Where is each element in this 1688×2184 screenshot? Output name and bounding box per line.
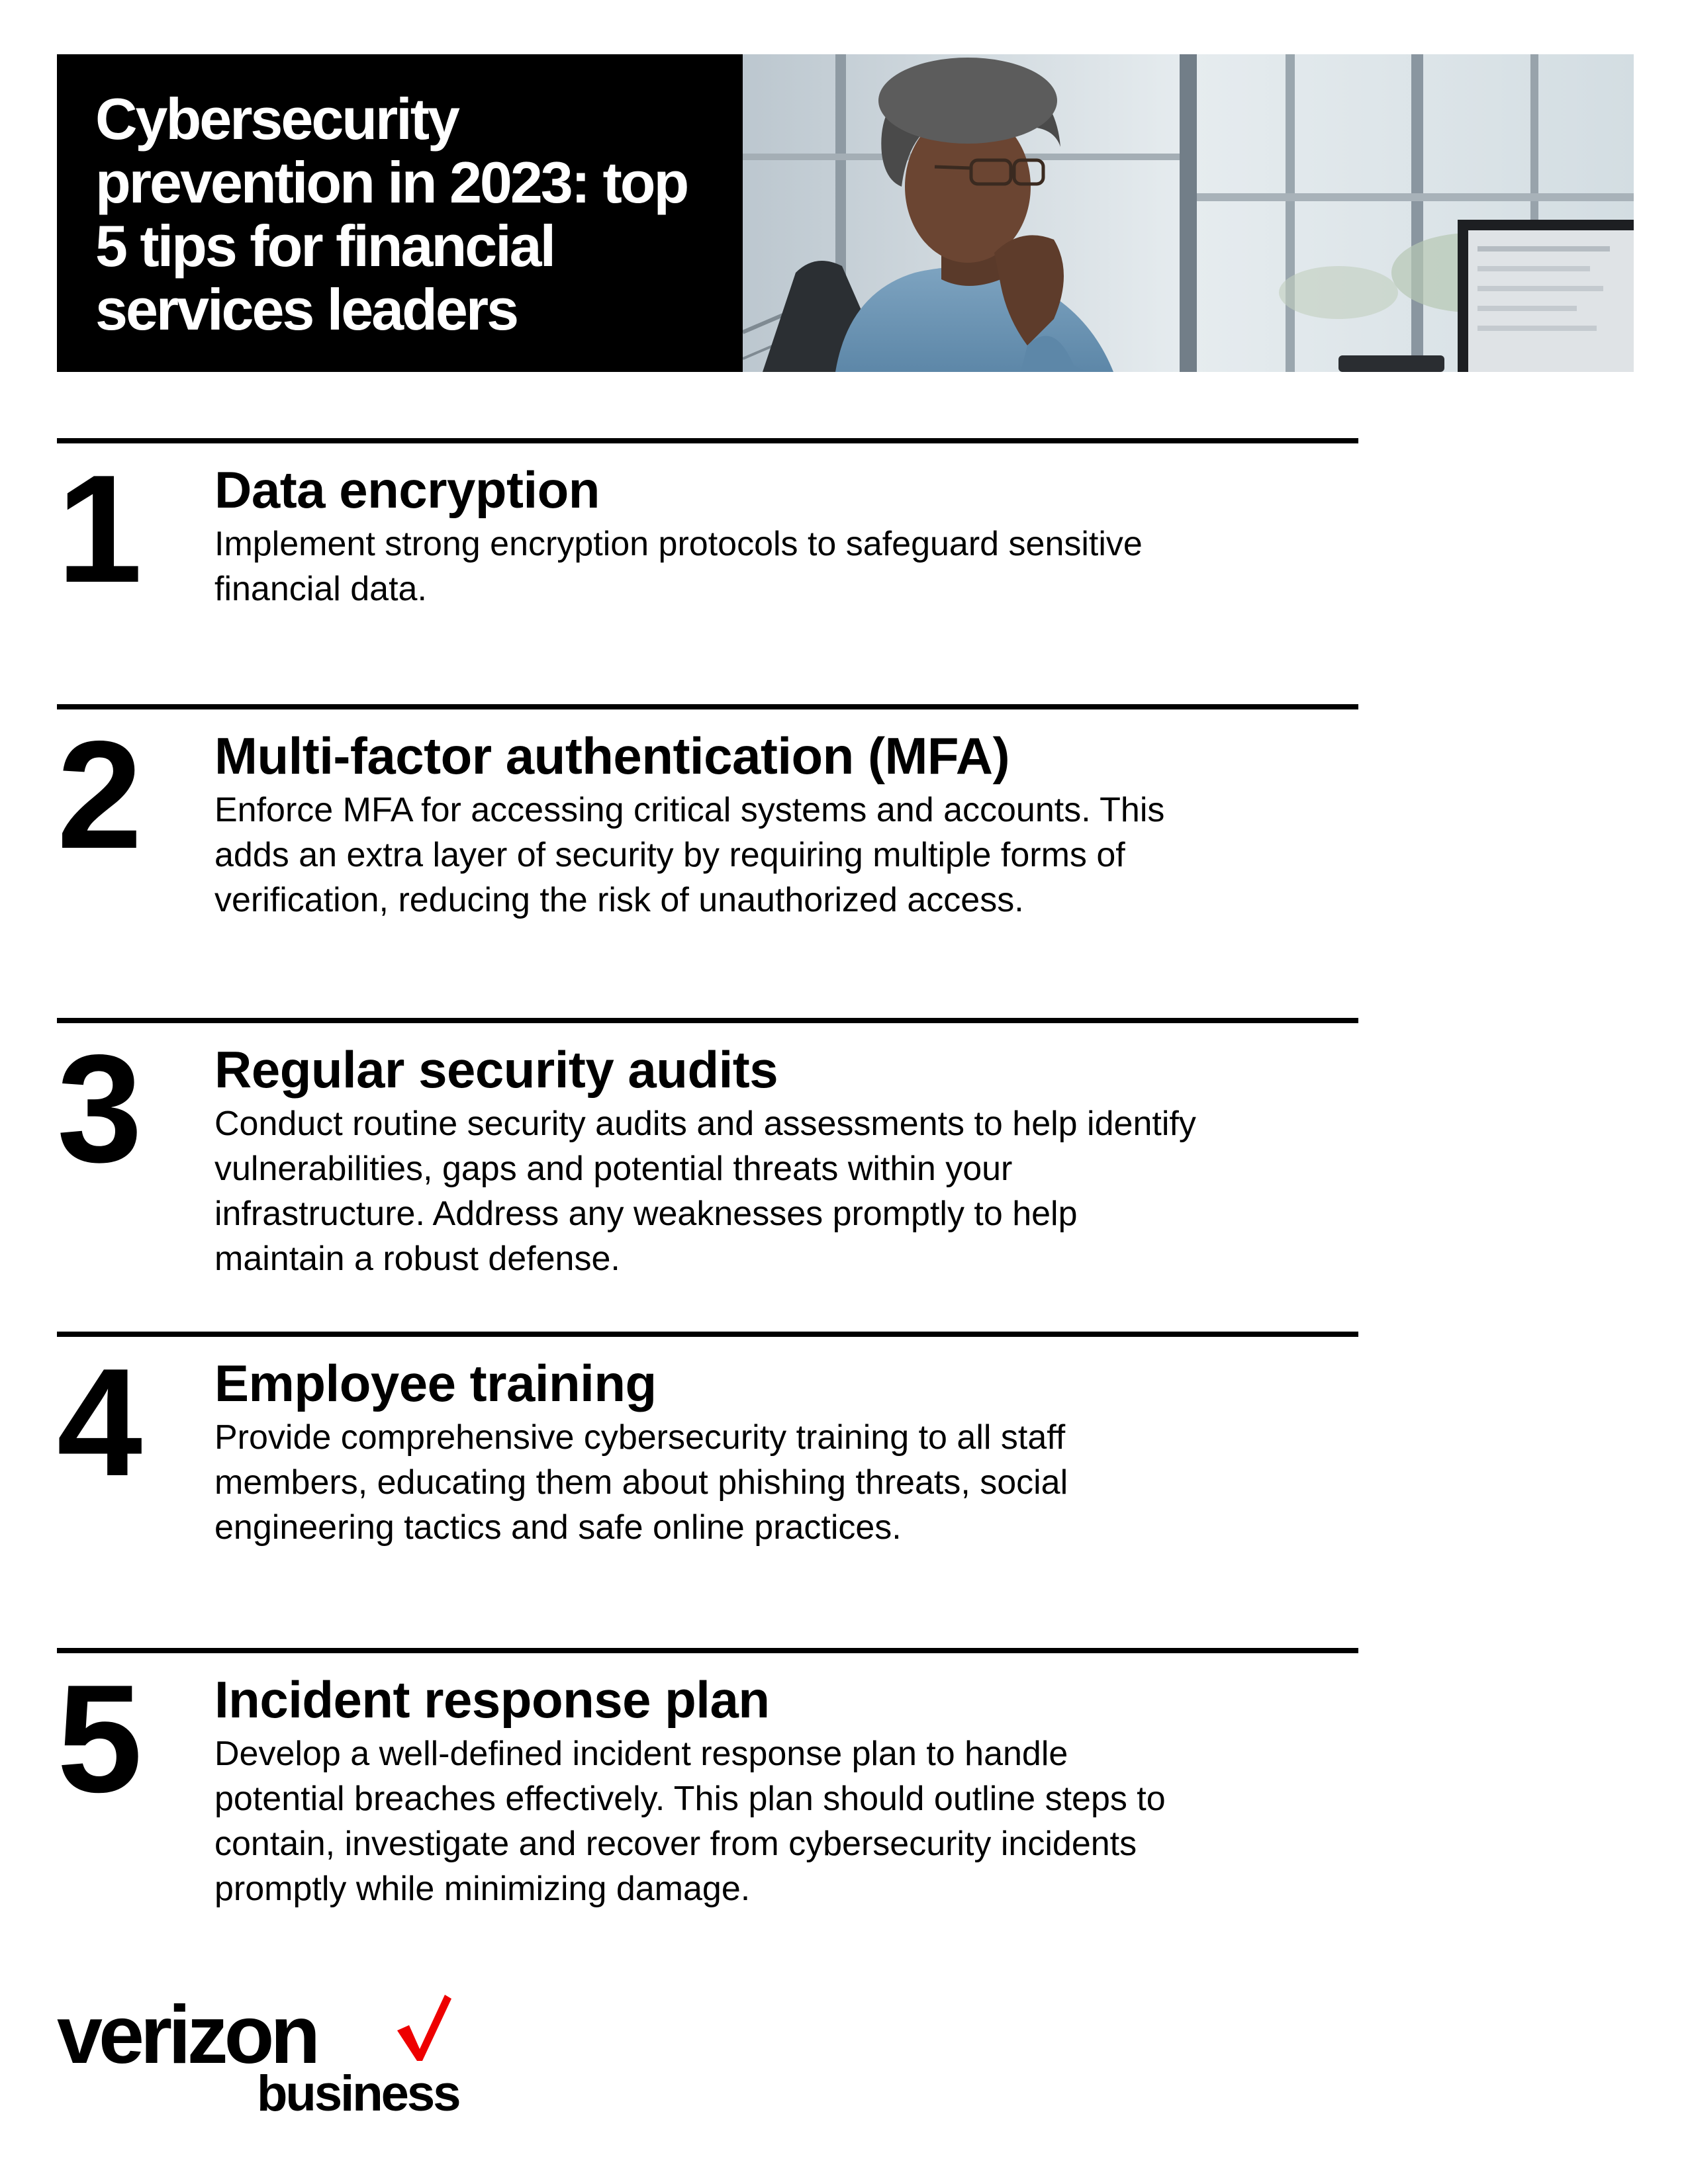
tip-title: Data encryption: [214, 461, 600, 519]
tip-description: Implement strong encryption protocols to safeguard sensitive financial data.: [214, 525, 1143, 608]
tip-body: [214, 724, 1207, 923]
tip-body: [214, 1351, 1207, 1550]
tip-item: [57, 438, 1358, 702]
tip-number: 1: [57, 443, 138, 615]
hero-photo: [743, 54, 1634, 372]
tip-body: [214, 458, 1207, 612]
tip-title: Multi-factor authentication (MFA): [214, 727, 1010, 785]
tip-description: Enforce MFA for accessing critical systems and accounts. This adds an extra layer of security by requiring multiple forms of verification, reducing the risk of unauthorized access.: [214, 791, 1165, 919]
tip-number: 4: [57, 1337, 138, 1508]
tip-body: [214, 1668, 1207, 1911]
tip-description: Provide comprehensive cybersecurity training to all staff members, educating them about phishing threats, social engineering tactics and safe online practices.: [214, 1418, 1068, 1547]
tip-description: Develop a well-defined incident response plan to handle potential breaches effectively. This plan should outline steps to contain, investigate and recover from cybersecurity incidents promptly while minimizing damage.: [214, 1735, 1166, 1908]
logo-subtitle: business: [257, 2066, 459, 2122]
logo-wordmark: verizon: [57, 1989, 317, 2081]
tip-title: Regular security audits: [214, 1040, 778, 1099]
tip-body: [214, 1038, 1207, 1281]
tip-item: [57, 1332, 1358, 1641]
tip-number: 5: [57, 1653, 138, 1825]
tip-title: Employee training: [214, 1354, 657, 1412]
tip-title: Incident response plan: [214, 1670, 770, 1729]
verizon-business-logo: [57, 1989, 481, 2124]
tip-number: 2: [57, 709, 138, 881]
page-title: Cybersecurity prevention in 2023: top 5 tips for financial services leaders: [95, 86, 688, 342]
checkmark-icon: [393, 1992, 453, 2065]
tip-description: Conduct routine security audits and assessments to help identify vulnerabilities, gaps and potential threats within your infrastructure. Address any weaknesses promptly to help maintain a robust defense.: [214, 1105, 1196, 1278]
tip-number: 3: [57, 1023, 138, 1195]
header-banner: [57, 54, 1634, 372]
tip-item: [57, 1018, 1358, 1328]
tip-item: [57, 1648, 1358, 1944]
tip-item: [57, 704, 1358, 1014]
